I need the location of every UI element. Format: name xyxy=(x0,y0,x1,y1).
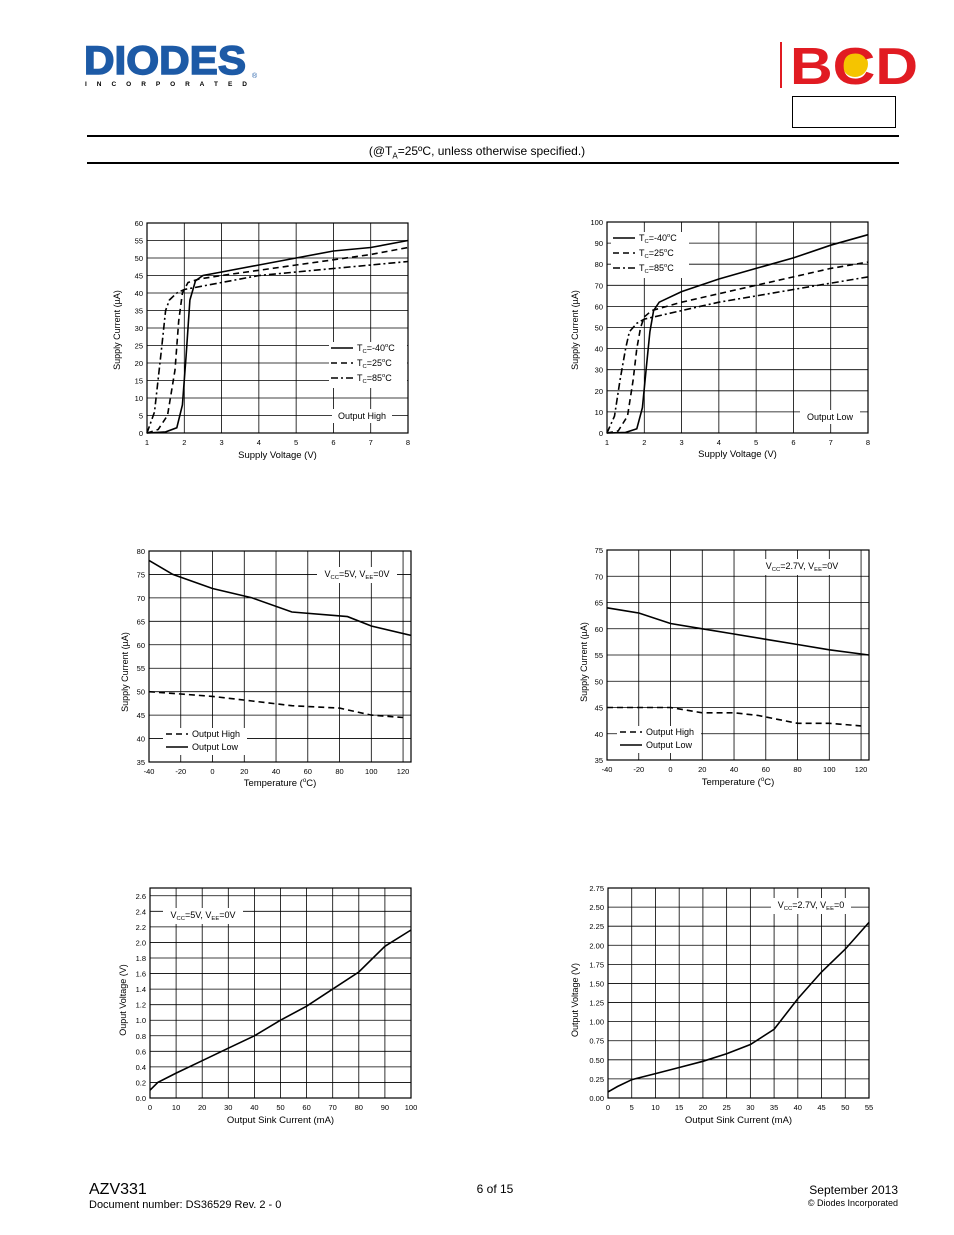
y-tick-label: 0.4 xyxy=(135,1062,146,1072)
y-tick-label: 1.4 xyxy=(135,985,146,995)
y-tick-label: 65 xyxy=(594,598,603,608)
y-tick-label: 50 xyxy=(594,323,603,333)
label-text: =85 xyxy=(648,263,665,273)
x-tick-label: 0 xyxy=(147,1103,153,1112)
y-tick-label: 90 xyxy=(594,239,603,249)
bcd-logo-wordmark: BCD xyxy=(790,38,918,96)
x-tick-label: 2 xyxy=(182,438,187,447)
y-tick-label: 40 xyxy=(594,729,603,739)
label-text: =0 xyxy=(833,900,845,910)
x-tick-label: 20 xyxy=(698,1103,708,1112)
y-tick-label: 60 xyxy=(136,640,145,650)
x-tick-label: 20 xyxy=(198,1103,207,1112)
y-tick-label: 55 xyxy=(134,236,143,246)
chart-c4 xyxy=(579,546,869,788)
x-tick-label: -40 xyxy=(143,767,155,776)
label-text: T xyxy=(357,373,363,383)
y-tick-label: 1.00 xyxy=(589,1017,604,1027)
label-text: C xyxy=(670,233,677,243)
y-tick-label: 2.0 xyxy=(135,938,146,948)
y-axis-label: Supply Current (µA) xyxy=(570,290,580,370)
label-subscript: EE xyxy=(211,916,220,922)
label-text: =5V, V xyxy=(338,569,366,579)
y-tick-label: 20 xyxy=(134,359,143,368)
footer-part-number: AZV331 xyxy=(89,1181,147,1198)
y-tick-label: 1.50 xyxy=(589,979,604,989)
x-axis-label: Supply Voltage (V) xyxy=(698,449,777,460)
label-superscript: o xyxy=(667,233,671,239)
y-axis-label: Supply Current (µA) xyxy=(579,622,589,702)
y-tick-label: 2.6 xyxy=(135,891,146,901)
x-tick-label: 45 xyxy=(817,1103,826,1112)
legend xyxy=(617,726,701,753)
label-superscript: o xyxy=(664,263,668,269)
y-tick-label: 55 xyxy=(594,651,603,660)
x-tick-label: 0 xyxy=(210,767,215,776)
subtitle-sub: A xyxy=(392,151,398,161)
y-tick-label: 75 xyxy=(136,570,145,580)
x-tick-label: 35 xyxy=(769,1103,779,1112)
label-text: =85 xyxy=(366,373,383,383)
x-tick-label: 1 xyxy=(144,438,150,447)
x-tick-label: 120 xyxy=(854,765,868,774)
x-tick-label: 100 xyxy=(365,767,378,776)
label-text: C xyxy=(385,373,392,383)
y-tick-label: 2.75 xyxy=(589,884,604,893)
y-tick-label: 70 xyxy=(594,281,603,291)
x-tick-label: 80 xyxy=(335,767,344,776)
label-text: =25 xyxy=(648,248,665,258)
label-subscript: EE xyxy=(826,906,834,912)
y-tick-label: 50 xyxy=(134,254,143,263)
x-tick-label: 60 xyxy=(302,1103,311,1112)
label-subscript: CC xyxy=(783,906,793,912)
chart-c6 xyxy=(570,884,873,1126)
legend xyxy=(329,342,407,388)
y-tick-label: 30 xyxy=(594,365,603,375)
label-superscript: o xyxy=(382,358,386,364)
label-text: =-40 xyxy=(366,343,385,353)
legend-entry: Output Low xyxy=(646,740,693,750)
label-text: V xyxy=(777,900,784,910)
y-tick-label: 0.2 xyxy=(135,1078,146,1088)
label-text: T xyxy=(639,233,645,243)
x-tick-label: 7 xyxy=(368,438,373,447)
label-text: V xyxy=(324,569,331,579)
x-tick-label: 6 xyxy=(791,438,796,447)
y-tick-label: 60 xyxy=(134,219,143,228)
x-tick-label: 40 xyxy=(729,765,739,774)
x-tick-label: 50 xyxy=(276,1103,285,1112)
x-tick-label: 50 xyxy=(841,1103,850,1112)
footer-copyright: © Diodes Incorporated xyxy=(807,1198,898,1208)
y-tick-label: 0.75 xyxy=(589,1036,604,1046)
y-tick-label: 2.2 xyxy=(135,922,146,932)
x-tick-label: 40 xyxy=(793,1103,802,1112)
annotation-text: Output High xyxy=(337,411,387,421)
chart-c2 xyxy=(570,218,870,460)
y-tick-label: 5 xyxy=(138,411,143,421)
footer-document-number: Document number: DS36529 Rev. 2 - 0 xyxy=(89,1199,282,1211)
y-axis-label: Supply Current (µA) xyxy=(112,290,122,370)
x-tick-label: 3 xyxy=(219,438,224,447)
x-axis-label xyxy=(244,777,317,789)
x-tick-label: 70 xyxy=(328,1103,337,1112)
label-text: =0V xyxy=(373,569,390,579)
y-tick-label: 40 xyxy=(134,289,143,298)
label-text: C xyxy=(667,248,674,258)
label-text: V xyxy=(765,561,772,571)
label-subscript: C xyxy=(362,364,367,370)
x-tick-label: -20 xyxy=(175,767,187,776)
x-tick-label: 2 xyxy=(642,438,647,447)
y-tick-label: 1.6 xyxy=(135,969,146,979)
x-tick-label: 60 xyxy=(303,767,312,776)
y-tick-label: 45 xyxy=(136,711,145,721)
x-tick-label: 60 xyxy=(761,765,770,774)
x-tick-label: 25 xyxy=(722,1103,731,1112)
y-tick-label: 50 xyxy=(594,677,603,687)
label-text: T xyxy=(357,358,363,368)
x-tick-label: 100 xyxy=(404,1103,418,1112)
x-tick-label: 8 xyxy=(865,438,871,447)
x-tick-label: 90 xyxy=(380,1103,390,1112)
y-tick-label: 55 xyxy=(136,664,145,674)
label-text: Temperature ( xyxy=(243,778,303,789)
y-tick-label: 60 xyxy=(594,624,603,634)
x-tick-label: 4 xyxy=(256,438,261,447)
label-superscript: o xyxy=(664,248,668,254)
x-tick-label: 0 xyxy=(605,1103,611,1112)
x-tick-label: 80 xyxy=(354,1103,363,1112)
label-text: T xyxy=(357,343,363,353)
y-tick-label: 0.25 xyxy=(589,1074,604,1084)
subtitle-prefix: (@T xyxy=(368,144,393,158)
registered-mark-icon: ® xyxy=(252,73,258,80)
legend-entry: Output High xyxy=(192,729,241,739)
y-tick-label: 30 xyxy=(134,324,143,333)
x-axis-label: Output Sink Current (mA) xyxy=(684,1115,793,1126)
y-tick-label: 60 xyxy=(594,302,603,312)
y-tick-label: 2.4 xyxy=(135,907,146,917)
x-tick-label: 6 xyxy=(331,438,336,447)
y-tick-label: 2.00 xyxy=(589,941,604,951)
x-tick-label: 120 xyxy=(396,767,410,776)
x-tick-label: 5 xyxy=(629,1103,634,1112)
chart-c1 xyxy=(112,219,410,461)
label-text: V xyxy=(170,910,177,920)
y-tick-label: 1.0 xyxy=(135,1016,146,1026)
y-tick-label: 50 xyxy=(136,687,145,697)
label-subscript: CC xyxy=(176,916,185,922)
legend xyxy=(163,728,247,755)
y-tick-label: 1.25 xyxy=(589,998,604,1008)
x-tick-label: 40 xyxy=(271,767,281,776)
y-tick-label: 1.8 xyxy=(135,954,146,963)
y-tick-label: 100 xyxy=(590,218,603,227)
x-tick-label: 5 xyxy=(294,438,299,447)
x-tick-label: 100 xyxy=(823,765,836,774)
x-tick-label: 3 xyxy=(679,438,684,447)
y-tick-label: 80 xyxy=(136,547,145,556)
label-text: T xyxy=(639,263,645,273)
y-tick-label: 0.00 xyxy=(589,1094,604,1103)
y-tick-label: 25 xyxy=(134,341,143,351)
x-tick-label: -20 xyxy=(633,765,645,774)
annotation-text: Output Low xyxy=(806,412,854,422)
x-tick-label: -40 xyxy=(601,765,613,774)
y-tick-label: 0.6 xyxy=(135,1047,146,1057)
label-superscript: o xyxy=(760,776,765,783)
label-text: =2.7V, V xyxy=(792,900,827,910)
x-tick-label: 4 xyxy=(716,438,721,447)
label-subscript: C xyxy=(644,254,649,260)
y-tick-label: 10 xyxy=(134,394,143,403)
y-tick-label: 1.75 xyxy=(589,960,604,970)
x-tick-label: 40 xyxy=(250,1103,259,1112)
x-tick-label: 30 xyxy=(224,1103,233,1112)
x-tick-label: 55 xyxy=(864,1103,874,1112)
y-tick-label: 70 xyxy=(136,593,145,603)
label-subscript: C xyxy=(644,239,649,245)
label-text: =5V, V xyxy=(184,910,212,920)
label-text: C) xyxy=(306,778,317,789)
x-tick-label: 8 xyxy=(405,438,411,447)
legend-entry: Output Low xyxy=(192,742,239,752)
y-tick-label: 0 xyxy=(598,429,603,438)
diodes-logo-wordmark: DIODES xyxy=(84,39,246,83)
y-tick-label: 2.25 xyxy=(589,922,604,932)
label-superscript: o xyxy=(302,777,307,784)
y-tick-label: 80 xyxy=(594,260,603,270)
label-subscript: C xyxy=(362,379,367,385)
x-tick-label: 7 xyxy=(828,438,833,447)
label-text: =2.7V, V xyxy=(780,561,815,571)
y-tick-label: 10 xyxy=(594,407,603,417)
y-tick-label: 35 xyxy=(134,306,143,316)
label-text: Temperature ( xyxy=(701,777,761,788)
footer-page-number: 6 of 15 xyxy=(476,1182,514,1196)
y-axis-label: Ouput Voltage (V) xyxy=(118,964,128,1036)
x-tick-label: 20 xyxy=(240,767,249,776)
y-tick-label: 45 xyxy=(134,271,143,281)
y-tick-label: 75 xyxy=(594,546,603,555)
x-tick-label: 10 xyxy=(651,1103,660,1112)
chart-c5 xyxy=(118,888,417,1126)
legend xyxy=(611,232,689,278)
x-tick-label: 10 xyxy=(171,1103,181,1112)
x-tick-label: 20 xyxy=(698,765,707,774)
y-tick-label: 1.2 xyxy=(135,1000,146,1010)
label-subscript: CC xyxy=(330,575,339,581)
label-text: C) xyxy=(764,777,775,788)
x-tick-label: 1 xyxy=(604,438,610,447)
y-tick-label: 45 xyxy=(594,703,603,713)
x-tick-label: 15 xyxy=(675,1103,684,1112)
diodes-logo-subtitle: I N C O R P O R A T E D xyxy=(85,81,248,88)
label-text: C xyxy=(385,358,392,368)
y-tick-label: 40 xyxy=(136,734,145,744)
y-tick-label: 15 xyxy=(134,376,143,386)
y-tick-label: 2.50 xyxy=(589,903,604,913)
label-subscript: C xyxy=(362,349,367,355)
label-text: T xyxy=(639,248,645,258)
y-tick-label: 20 xyxy=(594,386,603,396)
label-superscript: o xyxy=(382,373,386,379)
y-tick-label: 0.8 xyxy=(135,1031,146,1041)
footer-date: September 2013 xyxy=(809,1183,898,1197)
label-text: C xyxy=(388,343,395,353)
y-tick-label: 0 xyxy=(138,429,143,438)
y-tick-label: 0.0 xyxy=(135,1094,146,1103)
y-tick-label: 65 xyxy=(136,617,145,627)
legend-entry: Output High xyxy=(646,727,695,737)
label-subscript: CC xyxy=(771,567,781,573)
y-axis-label: Output Voltage (V) xyxy=(570,962,580,1038)
y-tick-label: 70 xyxy=(594,572,603,582)
x-axis-label: Supply Voltage (V) xyxy=(238,450,317,461)
x-tick-label: 0 xyxy=(668,765,673,774)
y-tick-label: 40 xyxy=(594,344,603,354)
label-text: =25 xyxy=(366,358,383,368)
x-tick-label: 80 xyxy=(793,765,802,774)
x-tick-label: 30 xyxy=(746,1103,755,1112)
chart-c3 xyxy=(120,547,411,789)
label-text: =-40 xyxy=(648,233,667,243)
y-tick-label: 35 xyxy=(136,758,145,767)
x-tick-label: 5 xyxy=(754,438,759,447)
y-axis-label: Supply Current (µA) xyxy=(120,632,130,712)
x-axis-label xyxy=(702,776,775,788)
label-text: =0V xyxy=(821,561,839,571)
y-tick-label: 35 xyxy=(594,756,603,765)
subtitle-suffix: =25ºC, unless otherwise specified.) xyxy=(397,144,586,158)
label-subscript: C xyxy=(644,269,649,275)
label-text: C xyxy=(667,263,674,273)
label-subscript: EE xyxy=(365,575,374,581)
label-superscript: o xyxy=(385,343,389,349)
label-subscript: EE xyxy=(814,567,822,573)
y-tick-label: 0.50 xyxy=(589,1055,604,1065)
x-axis-label: Output Sink Current (mA) xyxy=(226,1115,335,1126)
label-text: =0V xyxy=(219,910,236,920)
plot-area xyxy=(608,888,869,1098)
